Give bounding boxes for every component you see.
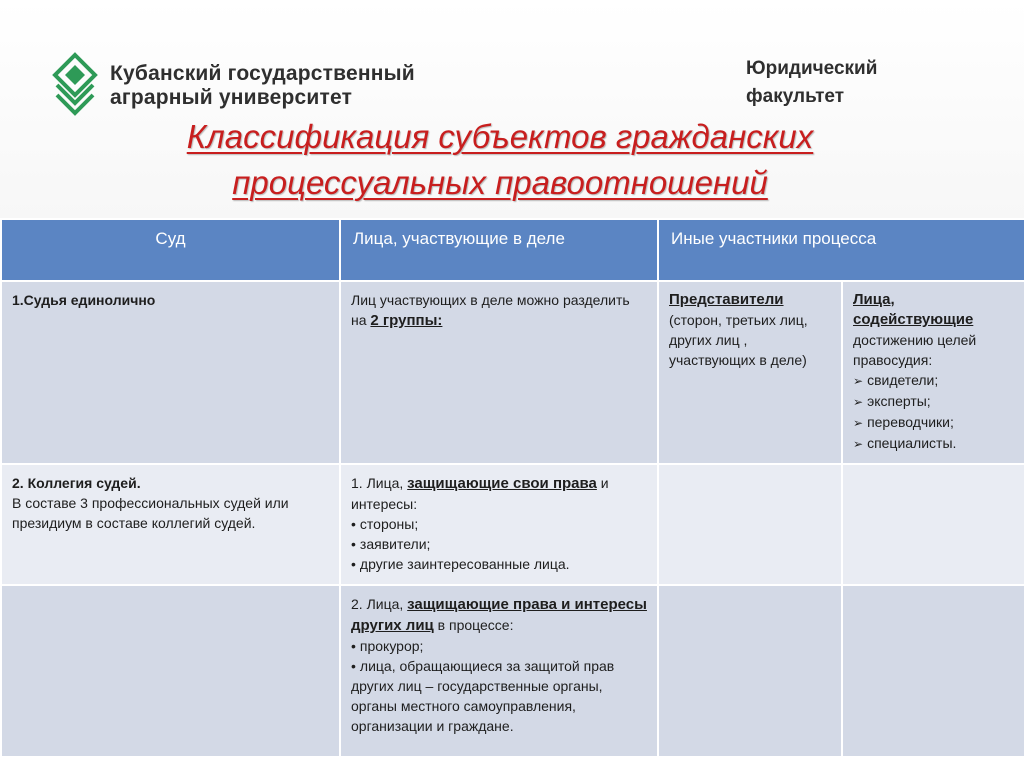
court-cell-row1 bbox=[1, 281, 340, 464]
list-item: • прокурор; bbox=[351, 636, 647, 656]
empty-cell bbox=[1, 585, 340, 757]
empty-cell bbox=[842, 464, 1024, 585]
court-single-judge: 1.Судья единолично bbox=[12, 292, 156, 308]
assistants-text: достижению целей правосудия: bbox=[853, 332, 977, 368]
list-item: • другие заинтересованные лица. bbox=[351, 554, 647, 574]
parties-intro bbox=[341, 282, 657, 339]
list-item: • лица, обращающиеся за защитой прав других лиц – государственные органы, органы местного самоуправления, организации и граждане. bbox=[351, 656, 647, 736]
representatives-text: (сторон, третьих лиц, других лиц , участвующих в деле) bbox=[669, 312, 808, 368]
faculty-name-line1: Юридический bbox=[746, 58, 878, 79]
court-collegium-text: В составе 3 профессиональных судей или президиум в составе коллегий судей. bbox=[12, 495, 289, 531]
faculty-name-line2: факультет bbox=[746, 86, 845, 107]
representatives-cell bbox=[658, 281, 842, 464]
parties-groups-emph: 2 группы: bbox=[370, 312, 443, 329]
group1-emph: защищающие свои права bbox=[407, 475, 597, 492]
column-header-court bbox=[1, 219, 340, 281]
faculty-name bbox=[746, 55, 877, 111]
table-row bbox=[1, 585, 1024, 757]
column-header-parties bbox=[340, 219, 658, 281]
court-collegium bbox=[2, 465, 339, 541]
university-name-line2: аграрный университет bbox=[110, 86, 353, 109]
group2-prefix: 2. Лица, bbox=[351, 596, 404, 612]
table-header-row bbox=[1, 219, 1024, 281]
list-item: ➢ специалисты. bbox=[853, 433, 1014, 454]
court-collegium-title: 2. Коллегия судей. bbox=[12, 475, 141, 491]
list-item: • стороны; bbox=[351, 514, 647, 534]
university-logo-icon bbox=[52, 52, 98, 124]
representatives-block bbox=[659, 282, 841, 378]
empty-cell bbox=[842, 585, 1024, 757]
list-item: ➢ переводчики; bbox=[853, 412, 1014, 433]
representatives-title: Представители bbox=[669, 291, 784, 308]
assistants-block bbox=[843, 282, 1024, 462]
parties-cell-row1 bbox=[340, 281, 658, 464]
group1-suffix: и интересы: bbox=[351, 475, 609, 512]
empty-cell bbox=[658, 464, 842, 585]
parties-cell-row3 bbox=[340, 585, 658, 757]
group1-block bbox=[341, 465, 657, 582]
table-row bbox=[1, 281, 1024, 464]
court-cell-row2 bbox=[1, 464, 340, 585]
slide-title-line1: Классификация субъектов гражданских bbox=[186, 118, 814, 155]
assistants-title-line1: Лица, bbox=[853, 291, 895, 308]
column-header-other-label: Иные участники процесса bbox=[671, 229, 877, 248]
slide-title bbox=[100, 114, 900, 206]
group2-suffix: в процессе: bbox=[437, 617, 514, 633]
column-header-other-participants bbox=[658, 219, 1024, 281]
university-name-line1: Кубанский государственный bbox=[110, 62, 415, 85]
slide-title-line2: процессуальных правоотношений bbox=[232, 164, 768, 201]
group1-prefix: 1. Лица, bbox=[351, 475, 404, 491]
assistants-cell bbox=[842, 281, 1024, 464]
empty-cell bbox=[658, 585, 842, 757]
group2-block bbox=[341, 586, 657, 744]
column-header-court-label: Суд bbox=[155, 229, 186, 248]
column-header-parties-label: Лица, участвующие в деле bbox=[353, 229, 565, 248]
group2-emph: защищающие права и интересы других лиц bbox=[351, 596, 647, 634]
list-item: • заявители; bbox=[351, 534, 647, 554]
list-item: ➢ свидетели; bbox=[853, 370, 1014, 391]
classification-table bbox=[0, 218, 1024, 758]
assistants-title-line2: содействующие bbox=[853, 311, 974, 328]
table-row bbox=[1, 464, 1024, 585]
parties-cell-row2 bbox=[340, 464, 658, 585]
parties-intro-text: Лиц участвующих в деле можно разделить на bbox=[351, 292, 630, 328]
list-item: ➢ эксперты; bbox=[853, 391, 1014, 412]
university-name bbox=[110, 62, 415, 110]
